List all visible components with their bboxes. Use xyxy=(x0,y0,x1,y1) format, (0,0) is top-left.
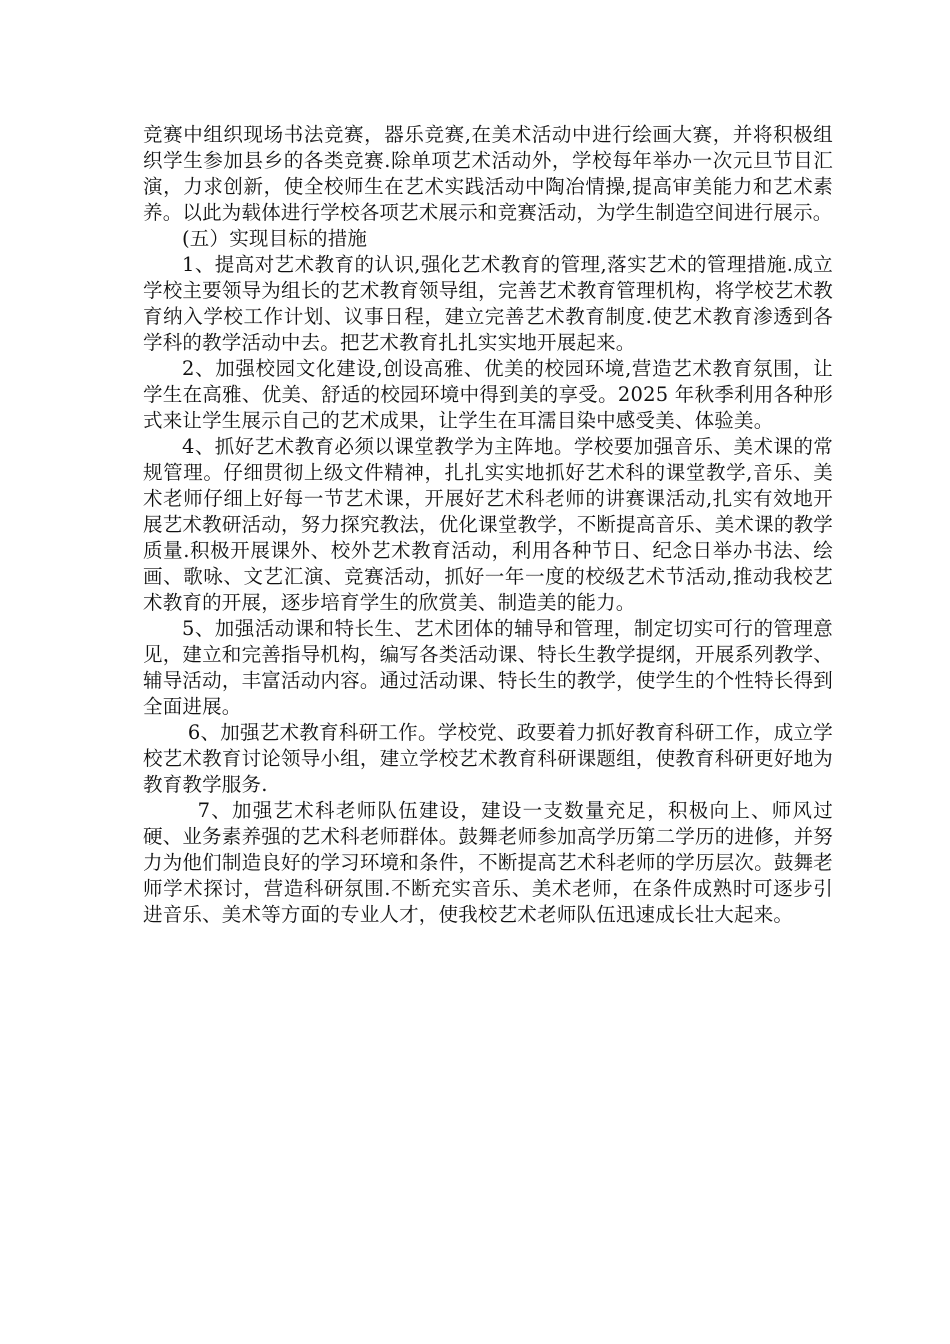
paragraph-measure-4: 4、抓好艺术教育必须以课堂教学为主阵地。学校要加强音乐、美术课的常规管理。仔细贯彻上级文件精神，扎扎实实地抓好艺术科的课堂教学,音乐、美术老师仔细上好每一节艺术课，开展好艺术科老师的讲赛课活动,扎实有效地开展艺术教研活动，努力探究教法，优化课堂教学，不断提高音乐、美术课的教学质量.积极开展课外、校外艺术教育活动，利用各种节日、纪念日举办书法、绘画、歌咏、文艺汇演、竞赛活动，抓好一年一度的校级艺术节活动,推动我校艺术教育的开展，逐步培育学生的欣赏美、制造美的能力。 xyxy=(143,435,833,614)
paragraph-continuation: 竞赛中组织现场书法竞赛，器乐竞赛,在美术活动中进行绘画大赛，并将积极组织学生参加县乡的各类竞赛.除单项艺术活动外，学校每年举办一次元旦节目汇演，力求创新，使全校师生在艺术实践活动中陶冶情操,提高审美能力和艺术素养。以此为载体进行学校各项艺术展示和竞赛活动，为学生制造空间进行展示。 xyxy=(143,123,833,224)
paragraph-measure-7: 7、加强艺术科老师队伍建设，建设一支数量充足，积极向上、师风过硬、业务素养强的艺术科老师群体。鼓舞老师参加高学历第二学历的进修，并努力为他们制造良好的学习环境和条件，不断提高艺术科老师的学历层次。鼓舞老师学术探讨，营造科研氛围.不断充实音乐、美术老师，在条件成熟时可逐步引进音乐、美术等方面的专业人才，使我校艺术老师队伍迅速成长壮大起来。 xyxy=(143,799,833,926)
section-heading: (五）实现目标的措施 xyxy=(182,227,368,250)
document-body xyxy=(143,122,833,928)
paragraph-measure-1: 1、提高对艺术教育的认识,强化艺术教育的管理,落实艺术的管理措施.成立学校主要领导为组长的艺术教育领导组，完善艺术教育管理机构，将学校艺术教育纳入学校工作计划、议事日程，建立完善艺术教育制度.使艺术教育渗透到各学科的教学活动中去。把艺术教育扎扎实实地开展起来。 xyxy=(143,253,833,354)
paragraph-measure-5: 5、加强活动课和特长生、艺术团体的辅导和管理，制定切实可行的管理意见，建立和完善指导机构，编写各类活动课、特长生教学提纲，开展系列教学、辅导活动，丰富活动内容。通过活动课、特长生的教学，使学生的个性特长得到全面进展。 xyxy=(143,617,833,718)
paragraph-measure-2: 2、加强校园文化建设,创设高雅、优美的校园环境,营造艺术教育氛围，让学生在高雅、优美、舒适的校园环境中得到美的享受。2025 年秋季利用各种形式来让学生展示自己的艺术成果，让学生在耳濡目染中感受美、体验美。 xyxy=(143,357,833,432)
paragraph-measure-6: 6、加强艺术教育科研工作。学校党、政要着力抓好教育科研工作，成立学校艺术教育讨论领导小组，建立学校艺术教育科研课题组，使教育科研更好地为教育教学服务. xyxy=(143,721,833,796)
